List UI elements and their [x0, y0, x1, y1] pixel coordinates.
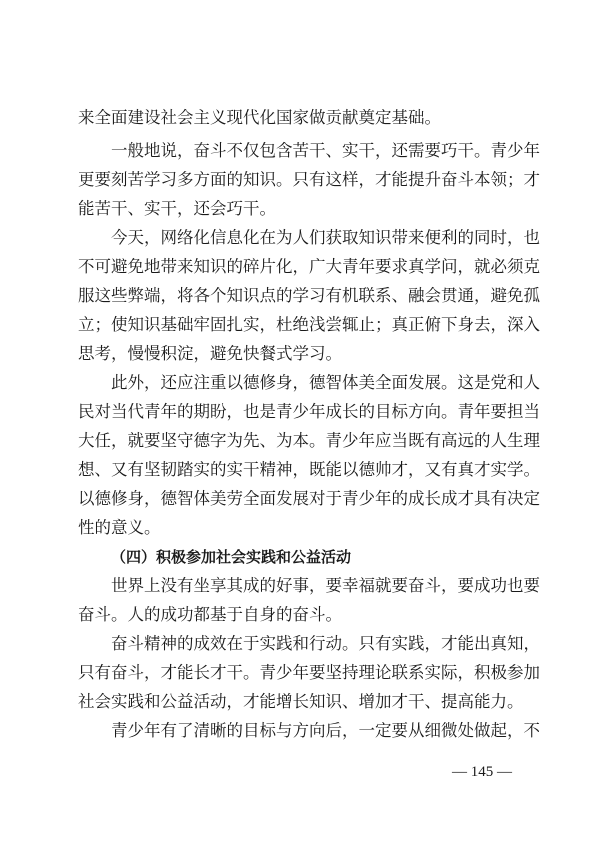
text-line: 今天，网络化信息化在为人们获取知识带来便利的同时，也: [111, 228, 540, 247]
text-line: 思考，慢慢积淀，避免快餐式学习。: [78, 344, 342, 363]
text-line: 世界上没有坐享其成的好事，要幸福就要奋斗，要成功也要: [111, 576, 540, 595]
text-line: 服这些弊端，将各个知识点的学习有机联系、融会贯通，避免孤: [78, 286, 540, 305]
text-line: 民对当代青年的期盼，也是青少年成长的目标方向。青年要担当: [78, 402, 540, 421]
text-line: 以德修身，德智体美劳全面发展对于青少年的成长成才具有决定: [78, 489, 540, 508]
text-line: 奋斗。人的成功都基于自身的奋斗。: [78, 605, 342, 624]
text-line: 社会实践和公益活动，才能增长知识、增加才干、提高能力。: [78, 692, 524, 711]
text-line: 一般地说，奋斗不仅包含苦干、实干，还需要巧干。青少年: [111, 141, 540, 160]
text-line: 想、又有坚韧踏实的实干精神，既能以德帅才，又有真才实学。: [78, 460, 540, 479]
text-line: 来全面建设社会主义现代化国家做贡献奠定基础。: [78, 108, 441, 127]
text-line: 不可避免地带来知识的碎片化，广大青年要求真学问，就必须克: [78, 257, 540, 276]
text-line: 奋斗精神的成效在于实践和行动。只有实践，才能出真知，: [111, 634, 540, 653]
text-line: 更要刻苦学习多方面的知识。只有这样，才能提升奋斗本领；才: [78, 170, 540, 189]
section-heading: （四）积极参加社会实践和公益活动: [111, 548, 352, 566]
text-line: 大任，就要坚守德字为先、为本。青少年应当既有高远的人生理: [78, 431, 540, 450]
text-line: 此外，还应注重以德修身，德智体美全面发展。这是党和人: [111, 373, 540, 392]
page-number: — 145 —: [452, 764, 512, 780]
text-line: 能苦干、实干，还会巧干。: [78, 199, 276, 218]
text-line: 青少年有了清晰的目标与方向后，一定要从细微处做起，不: [111, 721, 540, 740]
text-line: 立；使知识基础牢固扎实，杜绝浅尝辄止；真正俯下身去，深入: [78, 315, 540, 334]
text-line: 性的意义。: [78, 518, 161, 537]
text-line: 只有奋斗，才能长才干。青少年要坚持理论联系实际，积极参加: [78, 663, 540, 682]
